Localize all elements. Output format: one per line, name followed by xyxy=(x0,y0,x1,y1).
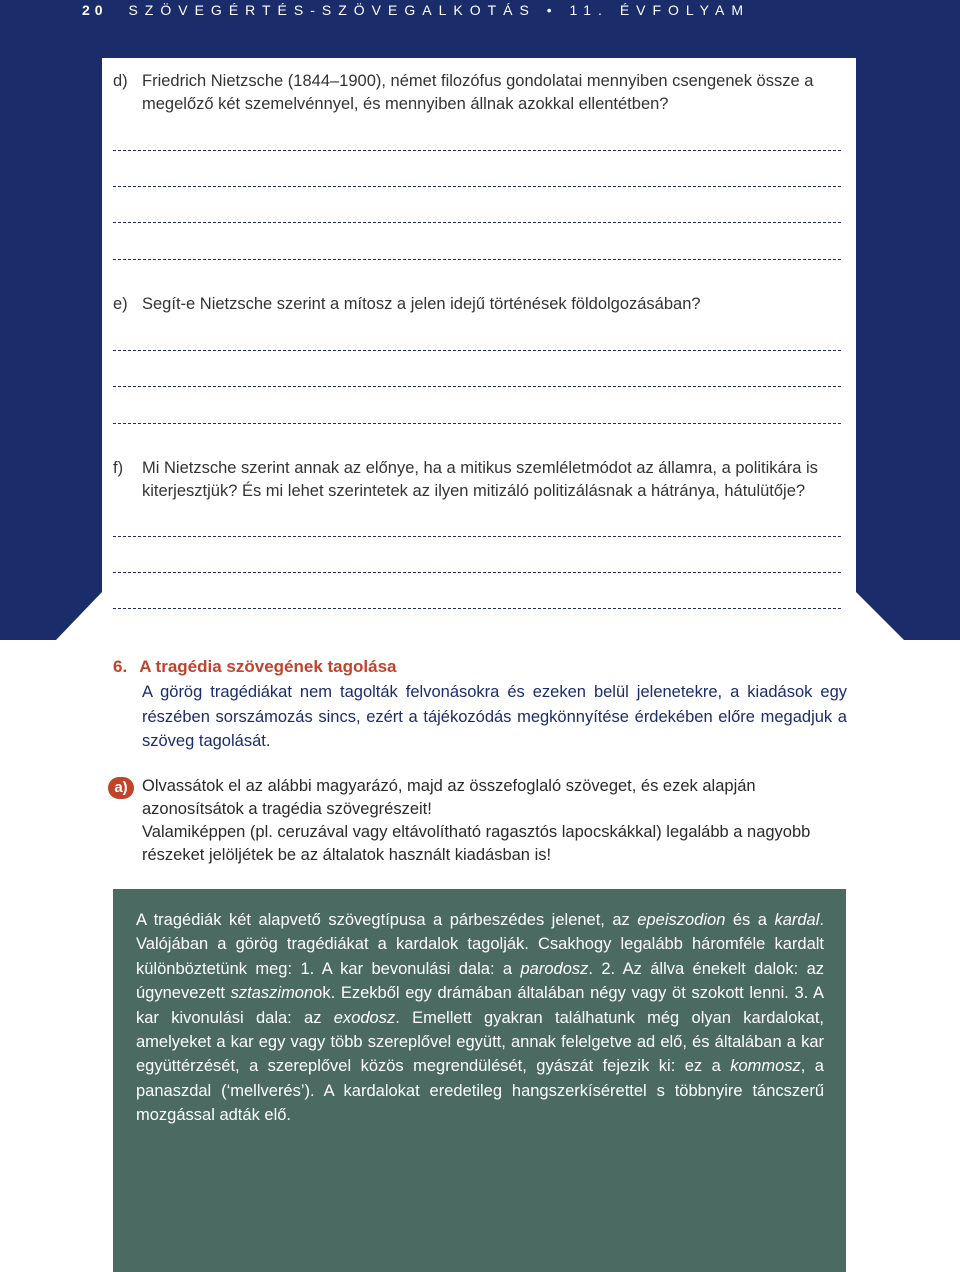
summary-segment: . 2. Az állva énekelt dalok: az úgynevezett xyxy=(136,959,824,1003)
section-number: 6. xyxy=(113,657,128,676)
task-badge: a) xyxy=(108,777,134,799)
answer-line[interactable] xyxy=(113,222,841,223)
task-instructions xyxy=(142,775,847,867)
question-f xyxy=(113,457,853,503)
question-text: Mi Nietzsche szerint annak az előnye, ha a mitikus szemléletmódot az államra, a politikára is kiterjesztjük? És mi lehet szerintetek az ilyen mitizáló politizálásnak a hátránya, hátulütője? xyxy=(142,459,818,500)
term-parodosz: parodosz xyxy=(520,959,589,978)
answer-line[interactable] xyxy=(113,350,841,351)
answer-line[interactable] xyxy=(113,186,841,187)
page-header xyxy=(82,2,750,24)
section-heading xyxy=(113,657,397,677)
question-e xyxy=(113,293,853,316)
term-epeiszodion: epeiszodion xyxy=(637,911,726,929)
summary-segment: . Emellett gyakran találhatunk még olyan kardalokat, amelyeket a kar egy vagy több szereplővel együtt, annak felelgetve ad elő, és általában a kar együttérzését, a szereplővel közös megrendülését, gyászát fejezik ki: ez a xyxy=(136,1008,824,1076)
answer-line[interactable] xyxy=(113,572,841,573)
summary-text xyxy=(136,908,824,1128)
answer-line[interactable] xyxy=(113,150,841,151)
summary-segment: ok. Ezekből egy drámában általában négy vagy öt szokott lenni. 3. A kar kivonulási dala: az xyxy=(136,984,824,1027)
page-number: 20 xyxy=(82,2,108,18)
answer-line[interactable] xyxy=(113,386,841,387)
answer-line[interactable] xyxy=(113,536,841,537)
question-d xyxy=(113,70,853,116)
term-sztaszimon: sztaszimon xyxy=(230,984,314,1003)
section-title: A tragédia szövegének tagolása xyxy=(139,657,397,676)
answer-line[interactable] xyxy=(113,608,841,609)
question-text: Segít-e Nietzsche szerint a mítosz a jelen idejű történések földolgozásában? xyxy=(142,295,701,313)
running-title: SZÖVEGÉRTÉS-SZÖVEGALKOTÁS • 11. ÉVFOLYAM xyxy=(128,2,750,18)
question-text: Friedrich Nietzsche (1844–1900), német filozófus gondolatai mennyiben csengenek össze a megelőző két szemelvénnyel, és mennyiben állnak azokkal ellentétben? xyxy=(142,72,814,113)
question-letter: e) xyxy=(113,295,128,313)
answer-line[interactable] xyxy=(113,259,841,260)
task-line-2: Valamiképpen (pl. ceruzával vagy eltávolítható ragasztós lapocskákkal) legalább a nagyobb részeket jelöljétek be az általatok használt kiadásban is! xyxy=(142,823,811,864)
term-kommosz: kommosz xyxy=(730,1057,801,1076)
term-kardal: kardal xyxy=(774,911,820,929)
task-line-1: Olvassátok el az alábbi magyarázó, majd az összefoglaló szöveget, és ezek alapján azonosítsátok a tragédia szövegrészeit! xyxy=(142,777,756,818)
summary-segment: . Valójában a görög tragédiákat a kardalok tagolják. Csakhogy legalább háromféle kardalt különböztetünk meg: 1. A kar bevonulási dala: a xyxy=(136,911,824,978)
question-letter: d) xyxy=(113,72,128,90)
summary-segment: és a xyxy=(725,911,775,929)
answer-line[interactable] xyxy=(113,423,841,424)
term-exodosz: exodosz xyxy=(333,1008,396,1027)
section-intro: A görög tragédiákat nem tagolták felvonásokra és ezeken belül jelenetekre, a kiadások egy részében sorszámozás sincs, ezért a tájékozódás megkönnyítése érdekében előre megadjuk a szöveg tagolását. xyxy=(142,683,847,750)
summary-segment: , a panaszdal (‘mellverés’). A kardalokat eredetileg hangszerkísérettel s többnyire táncszerű mozgással adták elő. xyxy=(136,1057,824,1125)
summary-segment: A tragédiák két alapvető szövegtípusa a párbeszédes jelenet, az xyxy=(136,911,638,929)
question-letter: f) xyxy=(113,459,124,477)
